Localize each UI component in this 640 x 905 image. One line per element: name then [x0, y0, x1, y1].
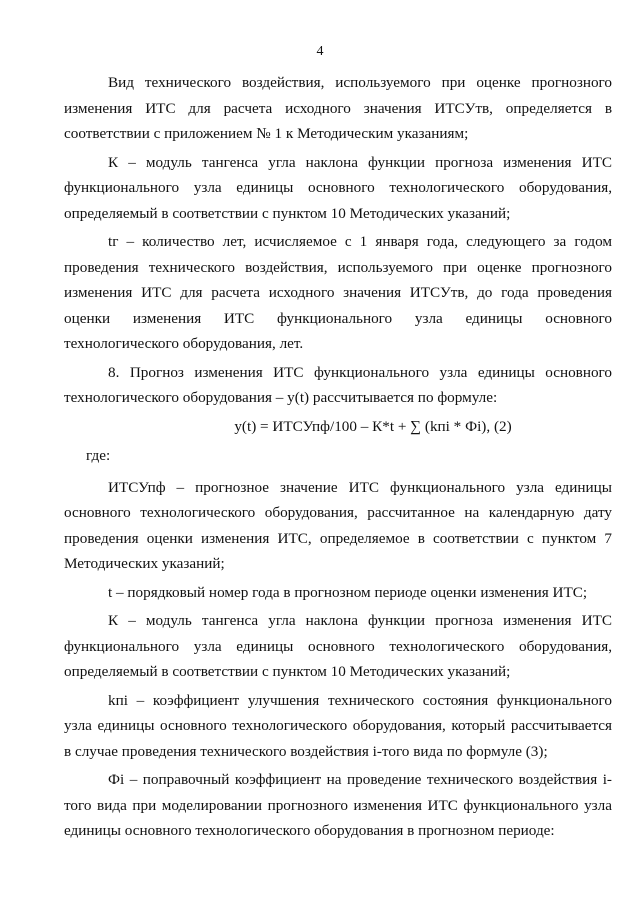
- paragraph-fi-definition: Фi – поправочный коэффициент на проведение технического воздействия i-того вида при моделировании прогнозного изменения ИТС функционального узла единицы основного технологического оборудования в прогнозном периоде:: [64, 771, 612, 839]
- formula-2: y(t) = ИТСУпф/100 – К*t + ∑ (kпi * Фi), (2): [234, 417, 512, 435]
- paragraph-item-8: 8. Прогноз изменения ИТС функционального узла единицы основного технологического оборудования – y(t) рассчитывается по формуле:: [64, 363, 612, 406]
- paragraph-k-definition-2: К – модуль тангенса угла наклона функции прогноза изменения ИТС функционального узла единицы основного технологического оборудования, определяемый в соответствии с пунктом 10 Методических указаний;: [64, 612, 612, 680]
- paragraph-tg-definition: tг – количество лет, исчисляемое с 1 января года, следующего за годом проведения технического воздействия, используемого при оценке прогнозного изменения ИТС для расчета исходного значения ИТСУтв, до года проведения оценки изменения ИТС функционального узла единицы основного технологического оборудования, лет.: [64, 233, 612, 352]
- paragraph-t-definition: t – порядковый номер года в прогнозном периоде оценки изменения ИТС;: [108, 583, 588, 601]
- document-body: [64, 70, 612, 847]
- paragraph-itsupf-definition: ИТСУпф – прогнозное значение ИТС функционального узла единицы основного технологического оборудования, рассчитанное на календарную дату проведения оценки изменения ИТС, определяемое в соответствии с пунктом 7 Методических указаний;: [64, 478, 612, 572]
- page-number: 4: [316, 44, 324, 59]
- paragraph-kpi-definition: kпi – коэффициент улучшения технического состояния функционального узла единицы основного технологического оборудования, который рассчитывается в случае проведения технического воздействия i-того вида по формуле (3);: [64, 691, 612, 760]
- paragraph-k-definition: К – модуль тангенса угла наклона функции прогноза изменения ИТС функционального узла единицы основного технологического оборудования, определяемый в соответствии с пунктом 10 Методических указаний;: [64, 153, 612, 222]
- paragraph-technical-impact-type: Вид технического воздействия, используемого при оценке прогнозного изменения ИТС для расчета исходного значения ИТСУтв, определяется в соответствии с приложением № 1 к Методическим указаниям;: [64, 74, 612, 142]
- where-label: где:: [86, 447, 111, 464]
